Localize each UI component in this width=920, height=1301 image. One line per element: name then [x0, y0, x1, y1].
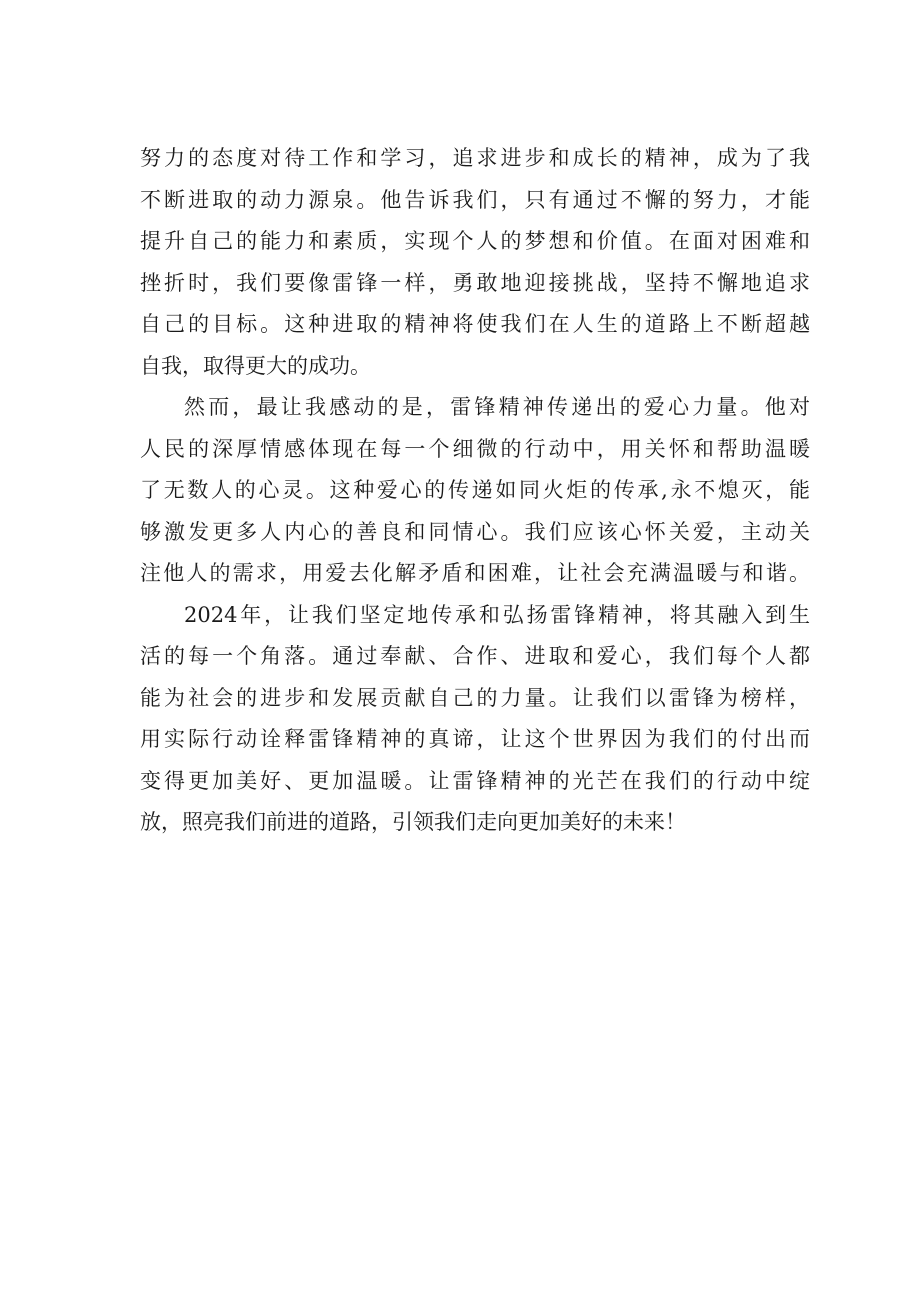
- text-line: 自我，取得更大的成功。: [140, 353, 371, 378]
- body-text: [140, 138, 810, 844]
- text-line: 能为社会的进步和发展贡献自己的力量。让我们以雷锋为榜样，: [140, 685, 810, 710]
- paragraph-3: [140, 595, 810, 844]
- text-line: 放，照亮我们前进的道路，引领我们走向更加美好的未来！: [140, 810, 686, 834]
- text-line: 努力的态度对待工作和学习，追求进步和成长的精神，成为了我: [140, 146, 810, 170]
- text-line: 人民的深厚情感体现在每一个细微的行动中，用关怀和帮助温暖: [140, 436, 810, 461]
- text-line: 活的每一个角落。通过奉献、合作、进取和爱心，我们每个人都: [140, 644, 810, 668]
- text-line: 变得更加美好、更加温暖。让雷锋精神的光芒在我们的行动中绽: [140, 768, 810, 793]
- text-line: 用实际行动诠释雷锋精神的真谛，让这个世界因为我们的付出而: [140, 727, 810, 751]
- text-line: 2024年，让我们坚定地传承和弘扬雷锋精神，将其融入到生: [184, 602, 810, 627]
- text-line: 挫折时，我们要像雷锋一样，勇敢地迎接挑战，坚持不懈地追求: [140, 270, 810, 295]
- text-line: 注他人的需求，用爱去化解矛盾和困难，让社会充满温暖与和谐。: [140, 561, 810, 585]
- text-line: 不断进取的动力源泉。他告诉我们，只有通过不懈的努力，才能: [140, 187, 810, 212]
- text-line: 提升自己的能力和素质，实现个人的梦想和价值。在面对困难和: [140, 229, 810, 253]
- text-line: 自己的目标。这种进取的精神将使我们在人生的道路上不断超越: [140, 312, 810, 336]
- paragraph-2: [140, 387, 810, 595]
- paragraph-1: [140, 138, 810, 387]
- text-line: 了无数人的心灵。这种爱心的传递如同火炬的传承,永不熄灭，能: [140, 478, 810, 502]
- text-line: 然而，最让我感动的是，雷锋精神传递出的爱心力量。他对: [184, 395, 810, 419]
- text-line: 够激发更多人内心的善良和同情心。我们应该心怀关爱，主动关: [140, 519, 810, 544]
